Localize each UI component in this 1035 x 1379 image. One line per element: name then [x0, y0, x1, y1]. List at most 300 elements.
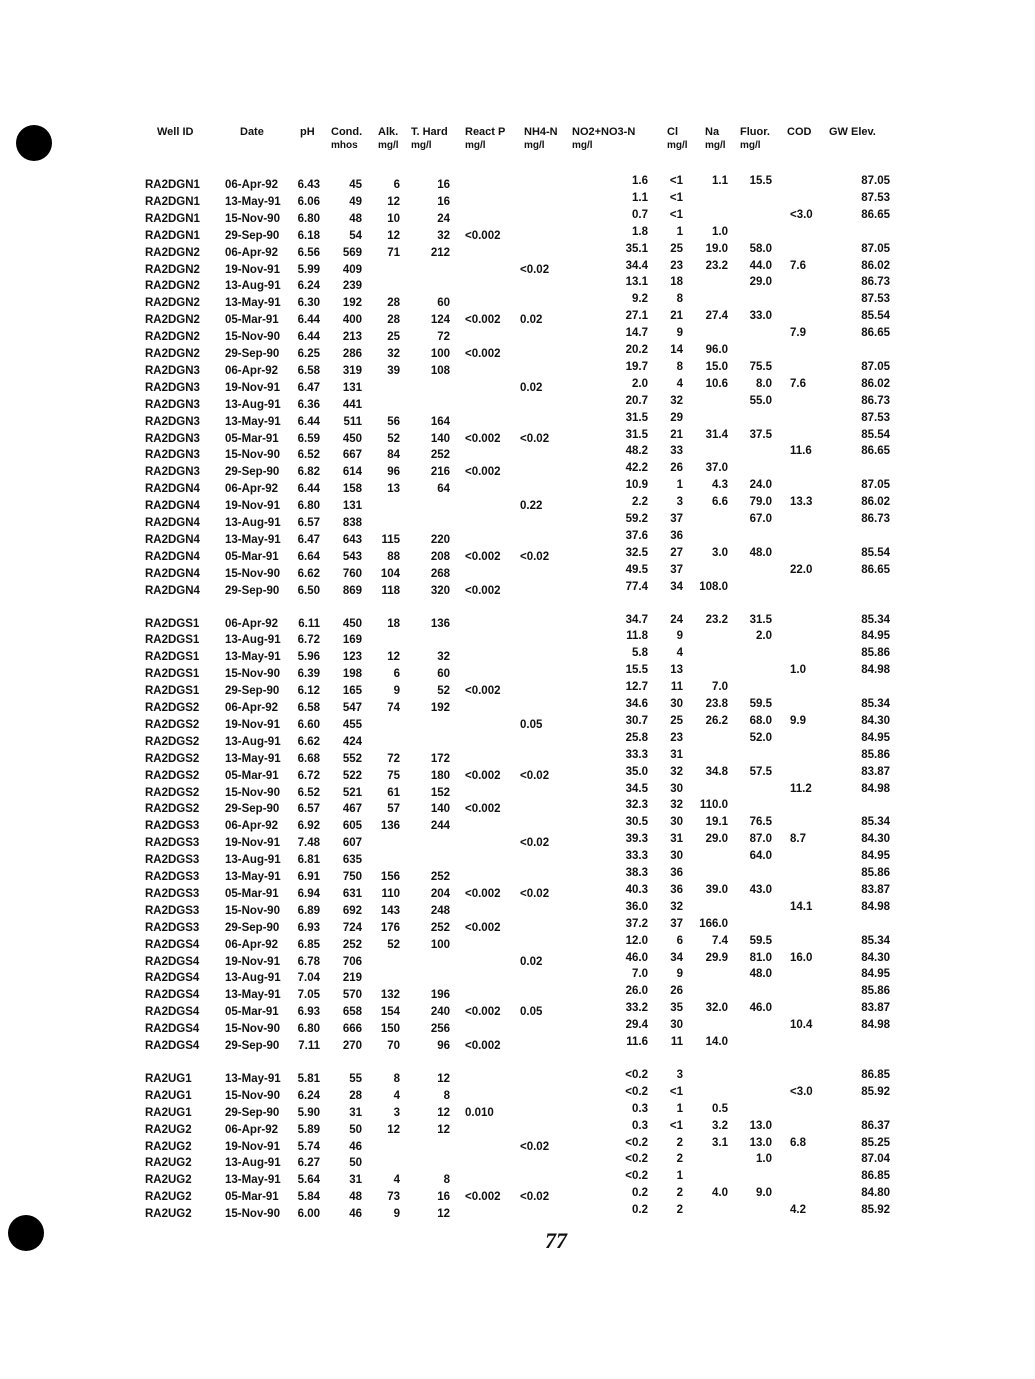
table-cell: 614 — [342, 466, 362, 479]
table-cell: 22.0 — [790, 563, 813, 576]
table-cell: 84.95 — [861, 850, 890, 863]
table-cell: 1.0 — [756, 1153, 772, 1166]
table-cell: 631 — [342, 887, 362, 900]
table-cell: 86.85 — [861, 1068, 890, 1081]
table-cell: RA2UG1 — [145, 1089, 192, 1102]
table-cell: 05-Mar-91 — [225, 769, 279, 782]
table-cell: 37 — [670, 917, 683, 930]
table-cell: 244 — [430, 820, 450, 833]
table-cell: 6.80 — [297, 1023, 320, 1036]
table-cell: 87.05 — [861, 242, 890, 255]
table-cell: 72 — [437, 331, 450, 344]
table-cell: 12.7 — [625, 681, 648, 694]
table-cell: RA2DGN3 — [145, 381, 200, 394]
table-cell: 13-May-91 — [225, 1174, 281, 1187]
column-label: GW Elev. — [829, 126, 876, 138]
table-cell: 13-May-91 — [225, 297, 281, 310]
table-cell: 30.5 — [625, 816, 648, 829]
table-cell: <1 — [669, 191, 683, 204]
table-cell: 86.73 — [861, 276, 890, 289]
table-cell: 86.65 — [861, 208, 890, 221]
table-cell: 49.5 — [625, 563, 648, 576]
table-cell: RA2DGS3 — [145, 871, 200, 883]
table-cell: 79.0 — [749, 496, 772, 509]
table-cell: 750 — [342, 871, 362, 883]
column-header — [378, 126, 399, 152]
table-cell: 2.0 — [632, 377, 648, 390]
table-cell: 96.0 — [705, 344, 728, 356]
table-cell: <0.002 — [465, 432, 501, 445]
column-label: Cond. — [331, 126, 363, 138]
table-cell: 16.0 — [790, 951, 813, 964]
table-cell: RA2DGN4 — [145, 517, 200, 529]
table-cell: 60 — [437, 297, 450, 310]
table-cell: 73 — [387, 1191, 400, 1204]
table-cell: 61 — [387, 786, 400, 799]
table-cell: RA2DGS3 — [145, 921, 200, 934]
table-cell: 37.5 — [749, 428, 772, 441]
table-cell: 06-Apr-92 — [225, 364, 279, 377]
table-cell: 26.0 — [625, 985, 648, 998]
table-cell: 46 — [349, 1140, 362, 1153]
table-cell: 0.05 — [520, 1006, 543, 1019]
table-cell: 21 — [670, 310, 683, 323]
table-cell: 409 — [342, 263, 362, 276]
table-cell: 13-May-91 — [225, 989, 281, 1002]
table-cell: <0.002 — [465, 584, 501, 597]
table-cell: 36 — [670, 529, 683, 542]
table-cell: RA2DGN3 — [145, 398, 200, 411]
table-cell: 19-Nov-91 — [225, 837, 280, 850]
column-header — [411, 126, 448, 152]
table-cell: 43.0 — [749, 883, 772, 896]
column-label: Fluor. — [740, 126, 770, 138]
column-label: React P — [465, 126, 506, 138]
table-cell: 06-Apr-92 — [225, 179, 279, 191]
table-cell: RA2UG2 — [145, 1123, 192, 1136]
table-cell: 7.0 — [632, 968, 648, 981]
table-cell: 13.0 — [749, 1136, 772, 1149]
table-cell: 11 — [670, 681, 683, 694]
column-header — [240, 126, 264, 139]
table-cell: 7.9 — [790, 327, 806, 340]
table-cell: RA2UG1 — [145, 1106, 192, 1119]
table-cell: 8 — [676, 360, 683, 373]
table-cell: 59.5 — [749, 698, 772, 710]
table-cell: 14.1 — [790, 900, 813, 913]
table-cell: 13-May-91 — [225, 195, 281, 208]
table-cell: 35.1 — [625, 242, 648, 255]
table-cell: RA2DGS3 — [145, 854, 200, 867]
table-cell: 50 — [349, 1123, 362, 1136]
table-cell: 26.2 — [705, 714, 728, 727]
table-cell: 9.2 — [632, 293, 648, 306]
table-cell: 6.44 — [297, 314, 320, 327]
table-cell: 15.0 — [705, 360, 728, 373]
table-cell: 24.0 — [749, 479, 772, 492]
table-cell: 319 — [342, 364, 362, 377]
table-cell: 16 — [437, 179, 450, 191]
table-cell: 216 — [430, 466, 450, 479]
table-cell: 30.7 — [625, 714, 648, 727]
table-cell: 5.81 — [297, 1072, 320, 1085]
table-cell: 252 — [342, 938, 362, 951]
table-cell: RA2DGS4 — [145, 972, 200, 985]
table-cell: 6.11 — [298, 617, 320, 630]
table-cell: 6.68 — [297, 752, 320, 765]
table-cell: 52.0 — [749, 731, 772, 744]
table-cell: RA2DGN2 — [145, 263, 200, 276]
table-cell: 6.93 — [297, 921, 320, 934]
table-cell: 84.30 — [861, 714, 890, 727]
table-cell: 6.39 — [297, 668, 320, 681]
table-cell: 19-Nov-91 — [225, 718, 280, 731]
table-cell: 86.65 — [861, 445, 890, 458]
column-unit: mg/l — [411, 140, 432, 151]
table-cell: 23.8 — [705, 698, 728, 710]
table-cell: 143 — [380, 904, 400, 917]
table-cell: 21 — [670, 428, 683, 441]
table-cell: 83.87 — [861, 1002, 890, 1015]
table-cell: 3.2 — [712, 1119, 728, 1132]
table-cell: <0.2 — [625, 1170, 648, 1183]
table-cell: 29-Sep-90 — [225, 466, 280, 479]
table-cell: 39.0 — [705, 883, 728, 896]
table-cell: 208 — [430, 550, 450, 563]
table-cell: 110 — [381, 887, 400, 900]
table-cell: <0.02 — [520, 550, 550, 563]
table-cell: 31.5 — [749, 613, 772, 626]
table-cell: 7.05 — [297, 989, 320, 1002]
table-cell: RA2DGS3 — [145, 904, 200, 917]
table-cell: <0.002 — [465, 229, 501, 242]
table-cell: 29.9 — [705, 951, 728, 964]
table-cell: 37.2 — [625, 917, 648, 930]
table-cell: 9 — [676, 968, 683, 981]
table-cell: 30 — [670, 850, 683, 863]
table-cell: 192 — [430, 702, 450, 714]
table-cell: 9 — [393, 1208, 400, 1221]
column-label: Na — [705, 126, 720, 138]
table-cell: 9.9 — [790, 714, 806, 727]
table-cell: RA2UG2 — [145, 1191, 192, 1204]
table-cell: 5.89 — [297, 1123, 320, 1136]
table-cell: 7.4 — [712, 934, 728, 947]
table-cell: 34.4 — [625, 259, 648, 272]
table-cell: <0.02 — [520, 887, 550, 900]
table-cell: 13-Aug-91 — [225, 280, 281, 293]
table-cell: 75.5 — [749, 360, 772, 373]
table-cell: <0.02 — [520, 263, 550, 276]
table-cell: 28 — [387, 314, 400, 327]
table-cell: 158 — [342, 483, 362, 496]
table-cell: 13-Aug-91 — [225, 517, 281, 529]
table-cell: 83.87 — [861, 765, 890, 778]
table-cell: 30 — [670, 698, 683, 710]
table-cell: 05-Mar-91 — [225, 550, 279, 563]
table-cell: 31.5 — [625, 411, 648, 424]
table-cell: 424 — [342, 735, 362, 748]
table-cell: 2.2 — [632, 496, 648, 509]
table-cell: 4 — [676, 377, 683, 390]
table-cell: 34.8 — [705, 765, 728, 778]
table-cell: 16 — [437, 1191, 450, 1204]
table-cell: RA2DGN1 — [145, 179, 200, 191]
table-cell: 8.7 — [790, 833, 806, 846]
table-cell: 286 — [342, 348, 362, 360]
table-cell: 55 — [349, 1072, 362, 1085]
table-cell: 24 — [437, 212, 450, 225]
table-cell: 86.02 — [861, 496, 890, 509]
table-cell: 36 — [670, 883, 683, 896]
table-cell: 6.81 — [297, 854, 320, 867]
table-cell: 6.12 — [297, 685, 320, 698]
table-cell: RA2DGN2 — [145, 331, 200, 344]
column-label: Alk. — [378, 126, 399, 138]
table-cell: 60 — [437, 668, 450, 681]
column-unit: mg/l — [572, 140, 593, 151]
table-cell: 8 — [393, 1072, 400, 1085]
column-unit: mg/l — [740, 140, 761, 151]
table-cell: 13-May-91 — [225, 871, 281, 883]
table-cell: 31.5 — [625, 428, 648, 441]
table-cell: 6.60 — [297, 718, 320, 731]
table-cell: 37.6 — [625, 529, 648, 542]
table-cell: 83.87 — [861, 883, 890, 896]
table-cell: 84.30 — [861, 951, 890, 964]
table-cell: 169 — [342, 634, 362, 647]
table-cell: 13-Aug-91 — [225, 735, 281, 748]
table-cell: 72 — [387, 752, 400, 765]
table-cell: 9 — [676, 327, 683, 340]
table-cell: 12 — [437, 1106, 450, 1119]
table-cell: 75 — [387, 769, 400, 782]
table-cell: 23.2 — [705, 259, 728, 272]
table-cell: 81.0 — [749, 951, 772, 964]
table-cell: 1 — [676, 225, 683, 238]
table-cell: 85.54 — [861, 428, 890, 441]
table-cell: 3 — [676, 1068, 683, 1081]
table-cell: <0.002 — [465, 769, 501, 782]
table-cell: 9 — [676, 630, 683, 643]
table-cell: 2 — [676, 1187, 683, 1200]
column-unit: mg/l — [378, 140, 399, 151]
table-cell: 196 — [430, 989, 450, 1002]
column-unit: mg/l — [465, 140, 486, 151]
table-cell: 0.2 — [632, 1187, 648, 1200]
table-cell: 12 — [387, 195, 400, 208]
table-cell: 140 — [430, 803, 450, 816]
table-cell: 84.30 — [861, 833, 890, 846]
table-cell: 20.7 — [625, 394, 648, 407]
table-cell: <0.02 — [520, 837, 550, 850]
table-cell: 84.98 — [861, 664, 890, 677]
table-cell: 140 — [430, 432, 450, 445]
table-cell: 198 — [342, 668, 362, 681]
table-cell: 13.0 — [749, 1119, 772, 1132]
table-cell: 11.6 — [790, 445, 812, 458]
table-cell: 7.48 — [297, 837, 320, 850]
table-cell: 84.95 — [861, 968, 890, 981]
table-cell: 6.94 — [297, 887, 320, 900]
table-cell: 32.3 — [625, 799, 648, 812]
table-cell: 88 — [387, 550, 400, 563]
table-cell: 33 — [670, 445, 683, 458]
table-cell: 7.0 — [712, 681, 728, 694]
table-cell: 20.2 — [625, 344, 648, 356]
table-cell: 32 — [437, 651, 450, 664]
table-cell: 1.1 — [632, 191, 648, 204]
table-cell: 34 — [670, 580, 683, 593]
table-cell: 666 — [342, 1023, 362, 1036]
table-cell: 4 — [393, 1089, 400, 1102]
table-cell: 12 — [387, 1123, 400, 1136]
table-cell: 6.27 — [297, 1157, 320, 1170]
table-cell: 52 — [387, 938, 400, 951]
table-cell: RA2DGS3 — [145, 820, 200, 833]
table-cell: RA2DGN3 — [145, 364, 200, 377]
table-cell: 15-Nov-90 — [225, 567, 280, 580]
table-cell: 84.95 — [861, 731, 890, 744]
table-cell: 1.1 — [712, 175, 728, 187]
column-header — [524, 126, 558, 152]
table-cell: <0.2 — [625, 1153, 648, 1166]
table-cell: 6.44 — [297, 415, 320, 428]
table-cell: 25.8 — [625, 731, 648, 744]
table-cell: 6.62 — [297, 567, 320, 580]
table-cell: RA2DGS2 — [145, 718, 200, 731]
column-label: NO2+NO3-N — [572, 126, 636, 138]
table-cell: 1.8 — [632, 225, 648, 238]
table-cell: 6.78 — [297, 955, 320, 968]
table-cell: 30 — [670, 816, 683, 829]
table-cell: 1 — [676, 1102, 683, 1115]
table-cell: 30 — [670, 1019, 683, 1032]
table-cell: 8.0 — [756, 377, 772, 390]
table-cell: 6.72 — [297, 769, 320, 782]
table-cell: 7.11 — [298, 1040, 320, 1052]
table-cell: 15.5 — [625, 664, 648, 677]
table-cell: 0.02 — [520, 955, 543, 968]
table-cell: 6.64 — [297, 550, 320, 563]
table-cell: 15-Nov-90 — [225, 212, 280, 225]
table-cell: RA2UG1 — [145, 1072, 192, 1085]
table-cell: RA2DGN1 — [145, 195, 200, 208]
column-label: pH — [300, 126, 315, 138]
table-cell: 39 — [387, 364, 400, 377]
table-cell: 6 — [393, 668, 400, 681]
table-cell: 252 — [430, 921, 450, 934]
table-cell: 29-Sep-90 — [225, 1106, 280, 1119]
table-cell: 13-May-91 — [225, 651, 281, 664]
table-cell: 64 — [437, 483, 450, 496]
table-cell: 607 — [342, 837, 362, 850]
table-cell: 0.3 — [632, 1119, 648, 1132]
column-header — [465, 126, 505, 152]
table-cell: 59.2 — [625, 513, 648, 525]
table-cell: 23 — [670, 259, 683, 272]
table-cell: 05-Mar-91 — [225, 1191, 279, 1204]
table-cell: 85.92 — [861, 1204, 890, 1217]
table-cell: 166.0 — [699, 917, 728, 930]
column-header — [787, 126, 811, 139]
table-cell: 96 — [387, 466, 400, 479]
column-label: COD — [787, 126, 812, 138]
table-cell: 34.6 — [625, 698, 648, 710]
table-cell: 6 — [676, 934, 683, 947]
table-cell: 10.4 — [790, 1019, 813, 1032]
table-cell: 6.89 — [297, 904, 320, 917]
table-cell: 36.0 — [625, 900, 648, 913]
table-cell: 36 — [670, 867, 683, 879]
table-cell: 118 — [381, 584, 400, 597]
table-cell: 248 — [430, 904, 450, 917]
column-header — [829, 126, 876, 139]
table-cell: 13-Aug-91 — [225, 398, 281, 411]
table-cell: 10 — [387, 212, 400, 225]
table-cell: RA2DGS3 — [145, 887, 200, 900]
table-cell: 156 — [380, 871, 400, 883]
table-cell: 110.0 — [699, 799, 728, 812]
column-unit: mhos — [331, 140, 358, 151]
table-cell: <1 — [669, 208, 683, 221]
table-cell: 05-Mar-91 — [225, 314, 279, 327]
table-cell: RA2DGN3 — [145, 449, 200, 462]
table-cell: 31 — [670, 833, 683, 846]
table-cell: <1 — [669, 1085, 683, 1098]
table-cell: 15-Nov-90 — [225, 1023, 280, 1036]
table-cell: 6.59 — [297, 432, 320, 445]
table-cell: 6 — [393, 179, 400, 191]
table-cell: <0.002 — [465, 887, 501, 900]
table-cell: 05-Mar-91 — [225, 1006, 279, 1019]
table-cell: RA2DGN3 — [145, 466, 200, 479]
table-cell: 29-Sep-90 — [225, 584, 280, 597]
table-cell: 86.02 — [861, 259, 890, 272]
table-cell: 450 — [342, 432, 362, 445]
table-cell: 2 — [676, 1153, 683, 1166]
table-cell: 27.1 — [625, 310, 648, 323]
table-cell: 6.00 — [297, 1208, 320, 1221]
table-cell: 643 — [342, 533, 362, 546]
table-cell: 100 — [430, 348, 450, 360]
table-cell: 6.91 — [297, 871, 320, 883]
table-cell: 87.53 — [861, 411, 890, 424]
table-cell: 14.0 — [705, 1036, 728, 1048]
table-cell: <0.2 — [625, 1068, 648, 1081]
column-unit: mg/l — [524, 140, 545, 151]
table-cell: 57 — [387, 803, 400, 816]
table-cell: 52 — [437, 685, 450, 698]
table-cell: 5.99 — [297, 263, 320, 276]
table-cell: 5.74 — [297, 1140, 320, 1153]
table-cell: <0.002 — [465, 685, 501, 698]
table-cell: 724 — [342, 921, 362, 934]
page-number: 77 — [545, 1228, 567, 1253]
table-cell: 6.8 — [790, 1136, 806, 1149]
table-cell: 32.0 — [705, 1002, 728, 1015]
column-label: Well ID — [157, 126, 194, 138]
table-cell: 85.34 — [861, 816, 890, 829]
table-cell: 6.52 — [297, 449, 320, 462]
table-cell: RA2DGS4 — [145, 938, 200, 951]
table-cell: 16 — [437, 195, 450, 208]
table-cell: 11.2 — [790, 782, 812, 795]
table-cell: 29-Sep-90 — [225, 229, 280, 242]
table-cell: 204 — [430, 887, 450, 900]
table-cell: 86.37 — [861, 1119, 890, 1132]
table-cell: 6.80 — [297, 500, 320, 513]
